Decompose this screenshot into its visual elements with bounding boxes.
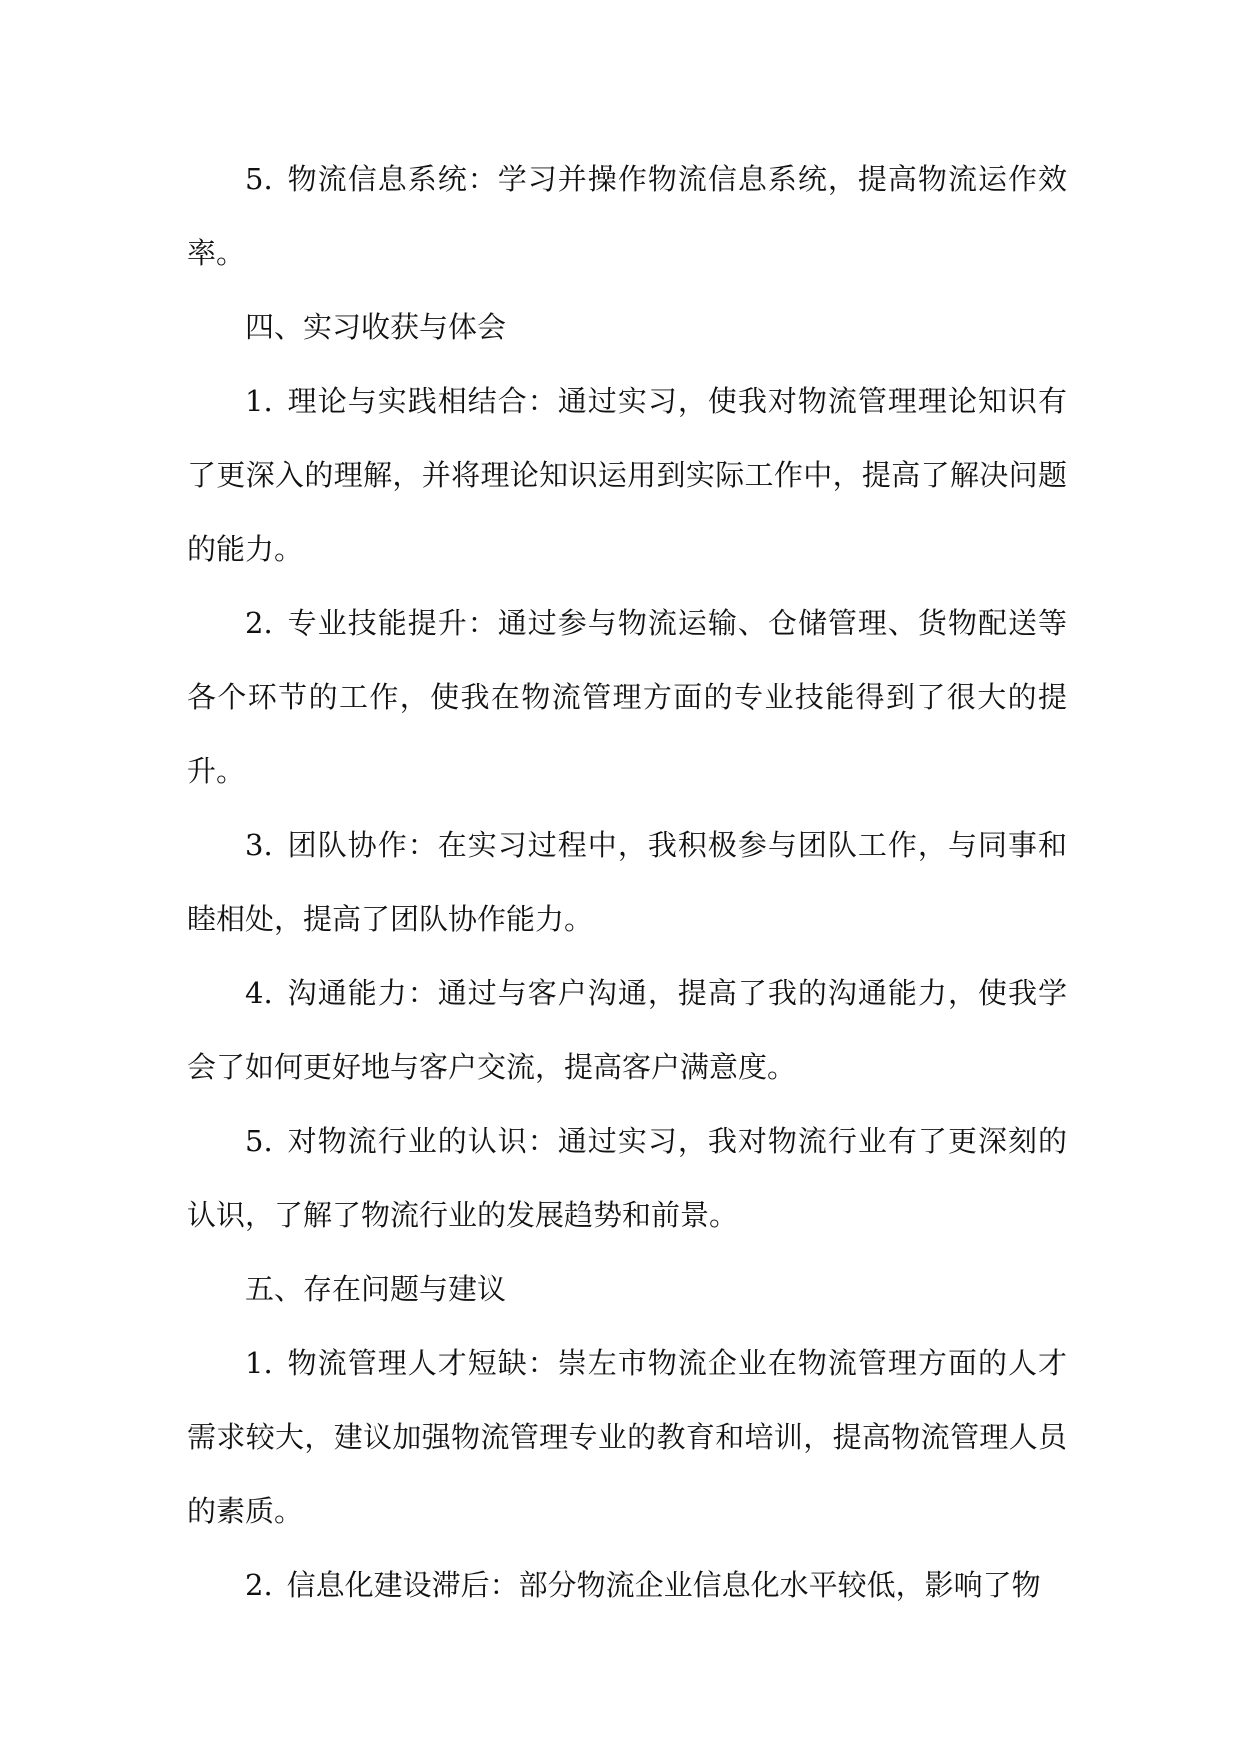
list-number: 2. <box>245 606 273 640</box>
document-body <box>187 142 1067 1622</box>
list-number: 5. <box>245 162 273 196</box>
section-heading-problems: 五、存在问题与建议 <box>245 1272 507 1306</box>
list-text: 理论与实践相结合：通过实习，使我对物流管理理论知识有了更深入的理解，并将理论知识运用到实际工作中，提高了解决问题的能力。 <box>187 384 1067 566</box>
list-item-skills <box>187 586 1067 808</box>
list-item-informatization <box>187 1548 1067 1622</box>
list-number: 1. <box>245 1346 273 1380</box>
list-text: 沟通能力：通过与客户沟通，提高了我的沟通能力，使我学会了如何更好地与客户交流，提高客户满意度。 <box>187 976 1067 1084</box>
list-item-info-system <box>187 142 1067 290</box>
section-heading-gains: 四、实习收获与体会 <box>245 310 507 344</box>
list-item-industry-knowledge <box>187 1104 1067 1252</box>
list-number: 5. <box>245 1124 273 1158</box>
list-number: 3. <box>245 828 273 862</box>
list-number: 2. <box>245 1568 273 1602</box>
list-item-theory-practice <box>187 364 1067 586</box>
list-text: 物流信息系统：学习并操作物流信息系统，提高物流运作效率。 <box>187 162 1067 270</box>
list-text: 团队协作：在实习过程中，我积极参与团队工作，与同事和睦相处，提高了团队协作能力。 <box>187 828 1067 936</box>
list-item-talent-shortage <box>187 1326 1067 1548</box>
list-number: 1. <box>245 384 273 418</box>
list-text: 物流管理人才短缺：崇左市物流企业在物流管理方面的人才需求较大，建议加强物流管理专业的教育和培训，提高物流管理人员的素质。 <box>187 1346 1067 1528</box>
list-item-teamwork <box>187 808 1067 956</box>
list-text: 对物流行业的认识：通过实习，我对物流行业有了更深刻的认识，了解了物流行业的发展趋势和前景。 <box>187 1124 1067 1232</box>
list-text: 专业技能提升：通过参与物流运输、仓储管理、货物配送等各个环节的工作，使我在物流管理方面的专业技能得到了很大的提升。 <box>187 606 1067 788</box>
list-text: 信息化建设滞后：部分物流企业信息化水平较低，影响了物 <box>286 1568 1041 1602</box>
list-item-communication <box>187 956 1067 1104</box>
list-number: 4. <box>245 976 273 1010</box>
